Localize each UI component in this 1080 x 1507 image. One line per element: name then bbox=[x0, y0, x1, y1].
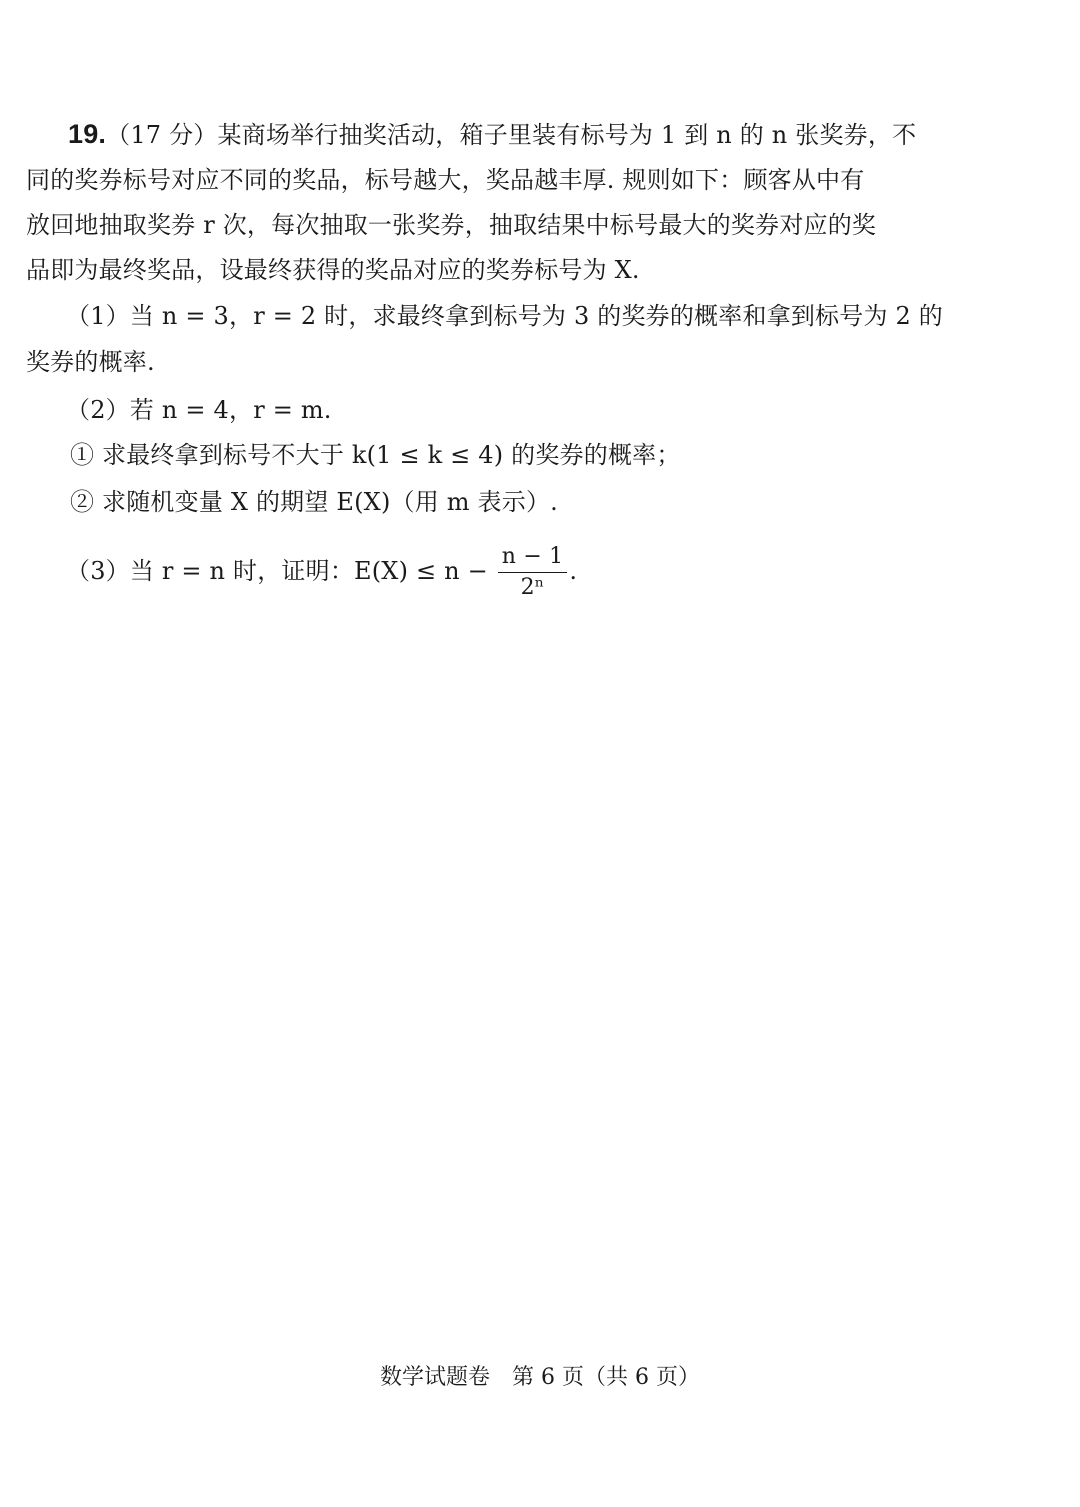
question-first-line bbox=[68, 114, 916, 154]
part2-heading: （2）若 n = 4，r = m. bbox=[66, 396, 332, 424]
page-footer: 数学试题卷 第 6 页（共 6 页） bbox=[380, 1365, 700, 1390]
question-intro-line-4: 品即为最终奖品，设最终获得的奖品对应的奖券标号为 X. bbox=[26, 256, 640, 284]
question-number: 19. bbox=[68, 119, 107, 149]
fraction-numerator: n − 1 bbox=[498, 544, 568, 573]
part1-line-1: （1）当 n = 3，r = 2 时，求最终拿到标号为 3 的奖券的概率和拿到标号为 2 的 bbox=[66, 302, 943, 330]
question-intro-line-3: 放回地抽取奖券 r 次，每次抽取一张奖券，抽取结果中标号最大的奖券对应的奖 bbox=[26, 211, 877, 239]
part2-subquestion-2: ② 求随机变量 X 的期望 E(X)（用 m 表示）. bbox=[70, 488, 558, 516]
part1-line-2: 奖券的概率. bbox=[26, 348, 155, 376]
part3-fraction bbox=[498, 544, 568, 601]
question-intro-line-2: 同的奖券标号对应不同的奖品，标号越大，奖品越丰厚. 规则如下：顾客从中有 bbox=[26, 166, 865, 194]
part3-line bbox=[66, 544, 578, 600]
part3-prefix: （3）当 r = n 时，证明：E(X) ≤ n − bbox=[66, 557, 488, 585]
part3-suffix: . bbox=[569, 557, 578, 585]
part2-subquestion-1: ① 求最终拿到标号不大于 k(1 ≤ k ≤ 4) 的奖券的概率； bbox=[70, 441, 681, 469]
fraction-denominator: 2ⁿ bbox=[520, 575, 545, 600]
question-intro-line-1: （17 分）某商场举行抽奖活动，箱子里装有标号为 1 到 n 的 n 张奖券，不 bbox=[106, 121, 917, 149]
